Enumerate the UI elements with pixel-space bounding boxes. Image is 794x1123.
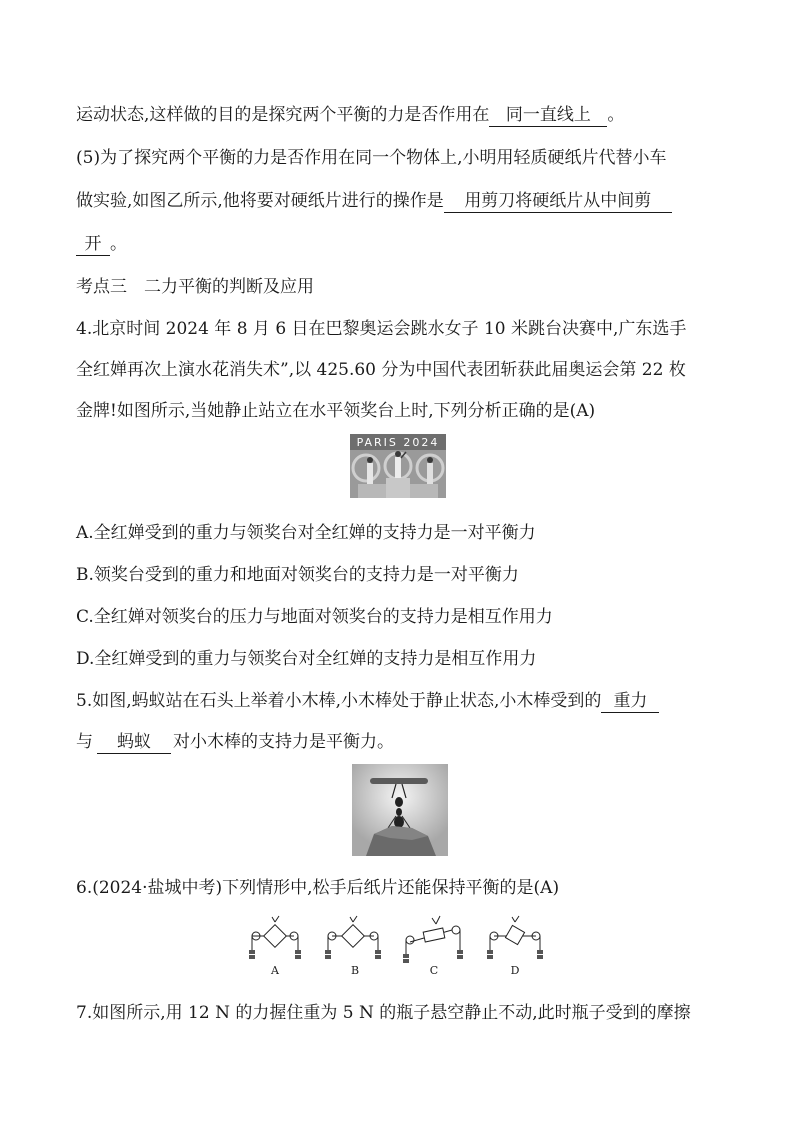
q6-line: 6.(2024·盐城中考)下列情形中,松手后纸片还能保持平衡的是(A)	[76, 878, 560, 898]
option-d: D.全红婵受到的重力与领奖台对全红婵的支持力是相互作用力	[76, 649, 537, 669]
q5-line-2	[76, 730, 394, 754]
answer-blank: 蚂蚁	[97, 731, 171, 754]
q6-label-a: A	[271, 964, 279, 977]
q6-option-d	[487, 916, 543, 977]
option-a: A.全红婵受到的重力与领奖台对全红婵的支持力是一对平衡力	[76, 523, 536, 543]
option-b: B.领奖台受到的重力和地面对领奖台的支持力是一对平衡力	[76, 565, 519, 585]
line-text: 。	[607, 105, 625, 125]
q7-line: 7.如图所示,用 12 N 的力握住重为 5 N 的瓶子悬空静止不动,此时瓶子受到的摩擦	[76, 1003, 691, 1023]
q4-line-3: 金牌!如图所示,当她静止站立在水平领奖台上时,下列分析正确的是(A)	[76, 401, 596, 421]
line-text: 5.如图,蚂蚁站在石头上举着小木棒,小木棒处于静止状态,小木棒受到的	[76, 691, 602, 711]
q6-option-a	[249, 916, 301, 977]
line-text: 与	[76, 732, 93, 752]
q4-line-1: 4.北京时间 2024 年 8 月 6 日在巴黎奥运会跳水女子 10 米跳台决赛中,广东选手	[76, 319, 687, 339]
option-c: C.全红婵对领奖台的压力与地面对领奖台的支持力是相互作用力	[76, 607, 553, 627]
text-line-1	[76, 103, 624, 127]
q6-options-diagram	[244, 914, 554, 980]
answer-blank: 开	[76, 233, 110, 256]
q6-option-b	[325, 916, 381, 977]
line-text: 。	[110, 234, 127, 254]
text-line-2: (5)为了探究两个平衡的力是否作用在同一个物体上,小明用轻质硬纸片代替小车	[76, 148, 667, 168]
q6-label-c: C	[429, 964, 439, 977]
line-text: 对小木棒的支持力是平衡力。	[173, 732, 394, 752]
q6-label-b: B	[350, 964, 360, 977]
text-line-4	[76, 232, 127, 256]
q5-line-1	[76, 689, 659, 713]
line-text: 运动状态,这样做的目的是探究两个平衡的力是否作用在	[76, 105, 490, 125]
answer-blank: 同一直线上	[489, 104, 607, 127]
q6-label-d: D	[510, 964, 520, 977]
ant-photo	[352, 764, 448, 856]
q4-line-2: 全红婵再次上演水花消失术”,以 425.60 分为中国代表团斩获此届奥运会第 22 枚	[76, 360, 686, 380]
text-line-3	[76, 189, 672, 213]
podium-photo	[350, 434, 446, 498]
answer-blank: 用剪刀将硬纸片从中间剪	[444, 190, 672, 213]
podium-banner-text: PARIS 2024	[356, 436, 440, 449]
q6-option-c	[403, 916, 463, 977]
line-text: 做实验,如图乙所示,他将要对硬纸片进行的操作是	[76, 191, 444, 211]
section-heading: 考点三 二力平衡的判断及应用	[76, 277, 314, 297]
answer-blank: 重力	[601, 690, 659, 713]
